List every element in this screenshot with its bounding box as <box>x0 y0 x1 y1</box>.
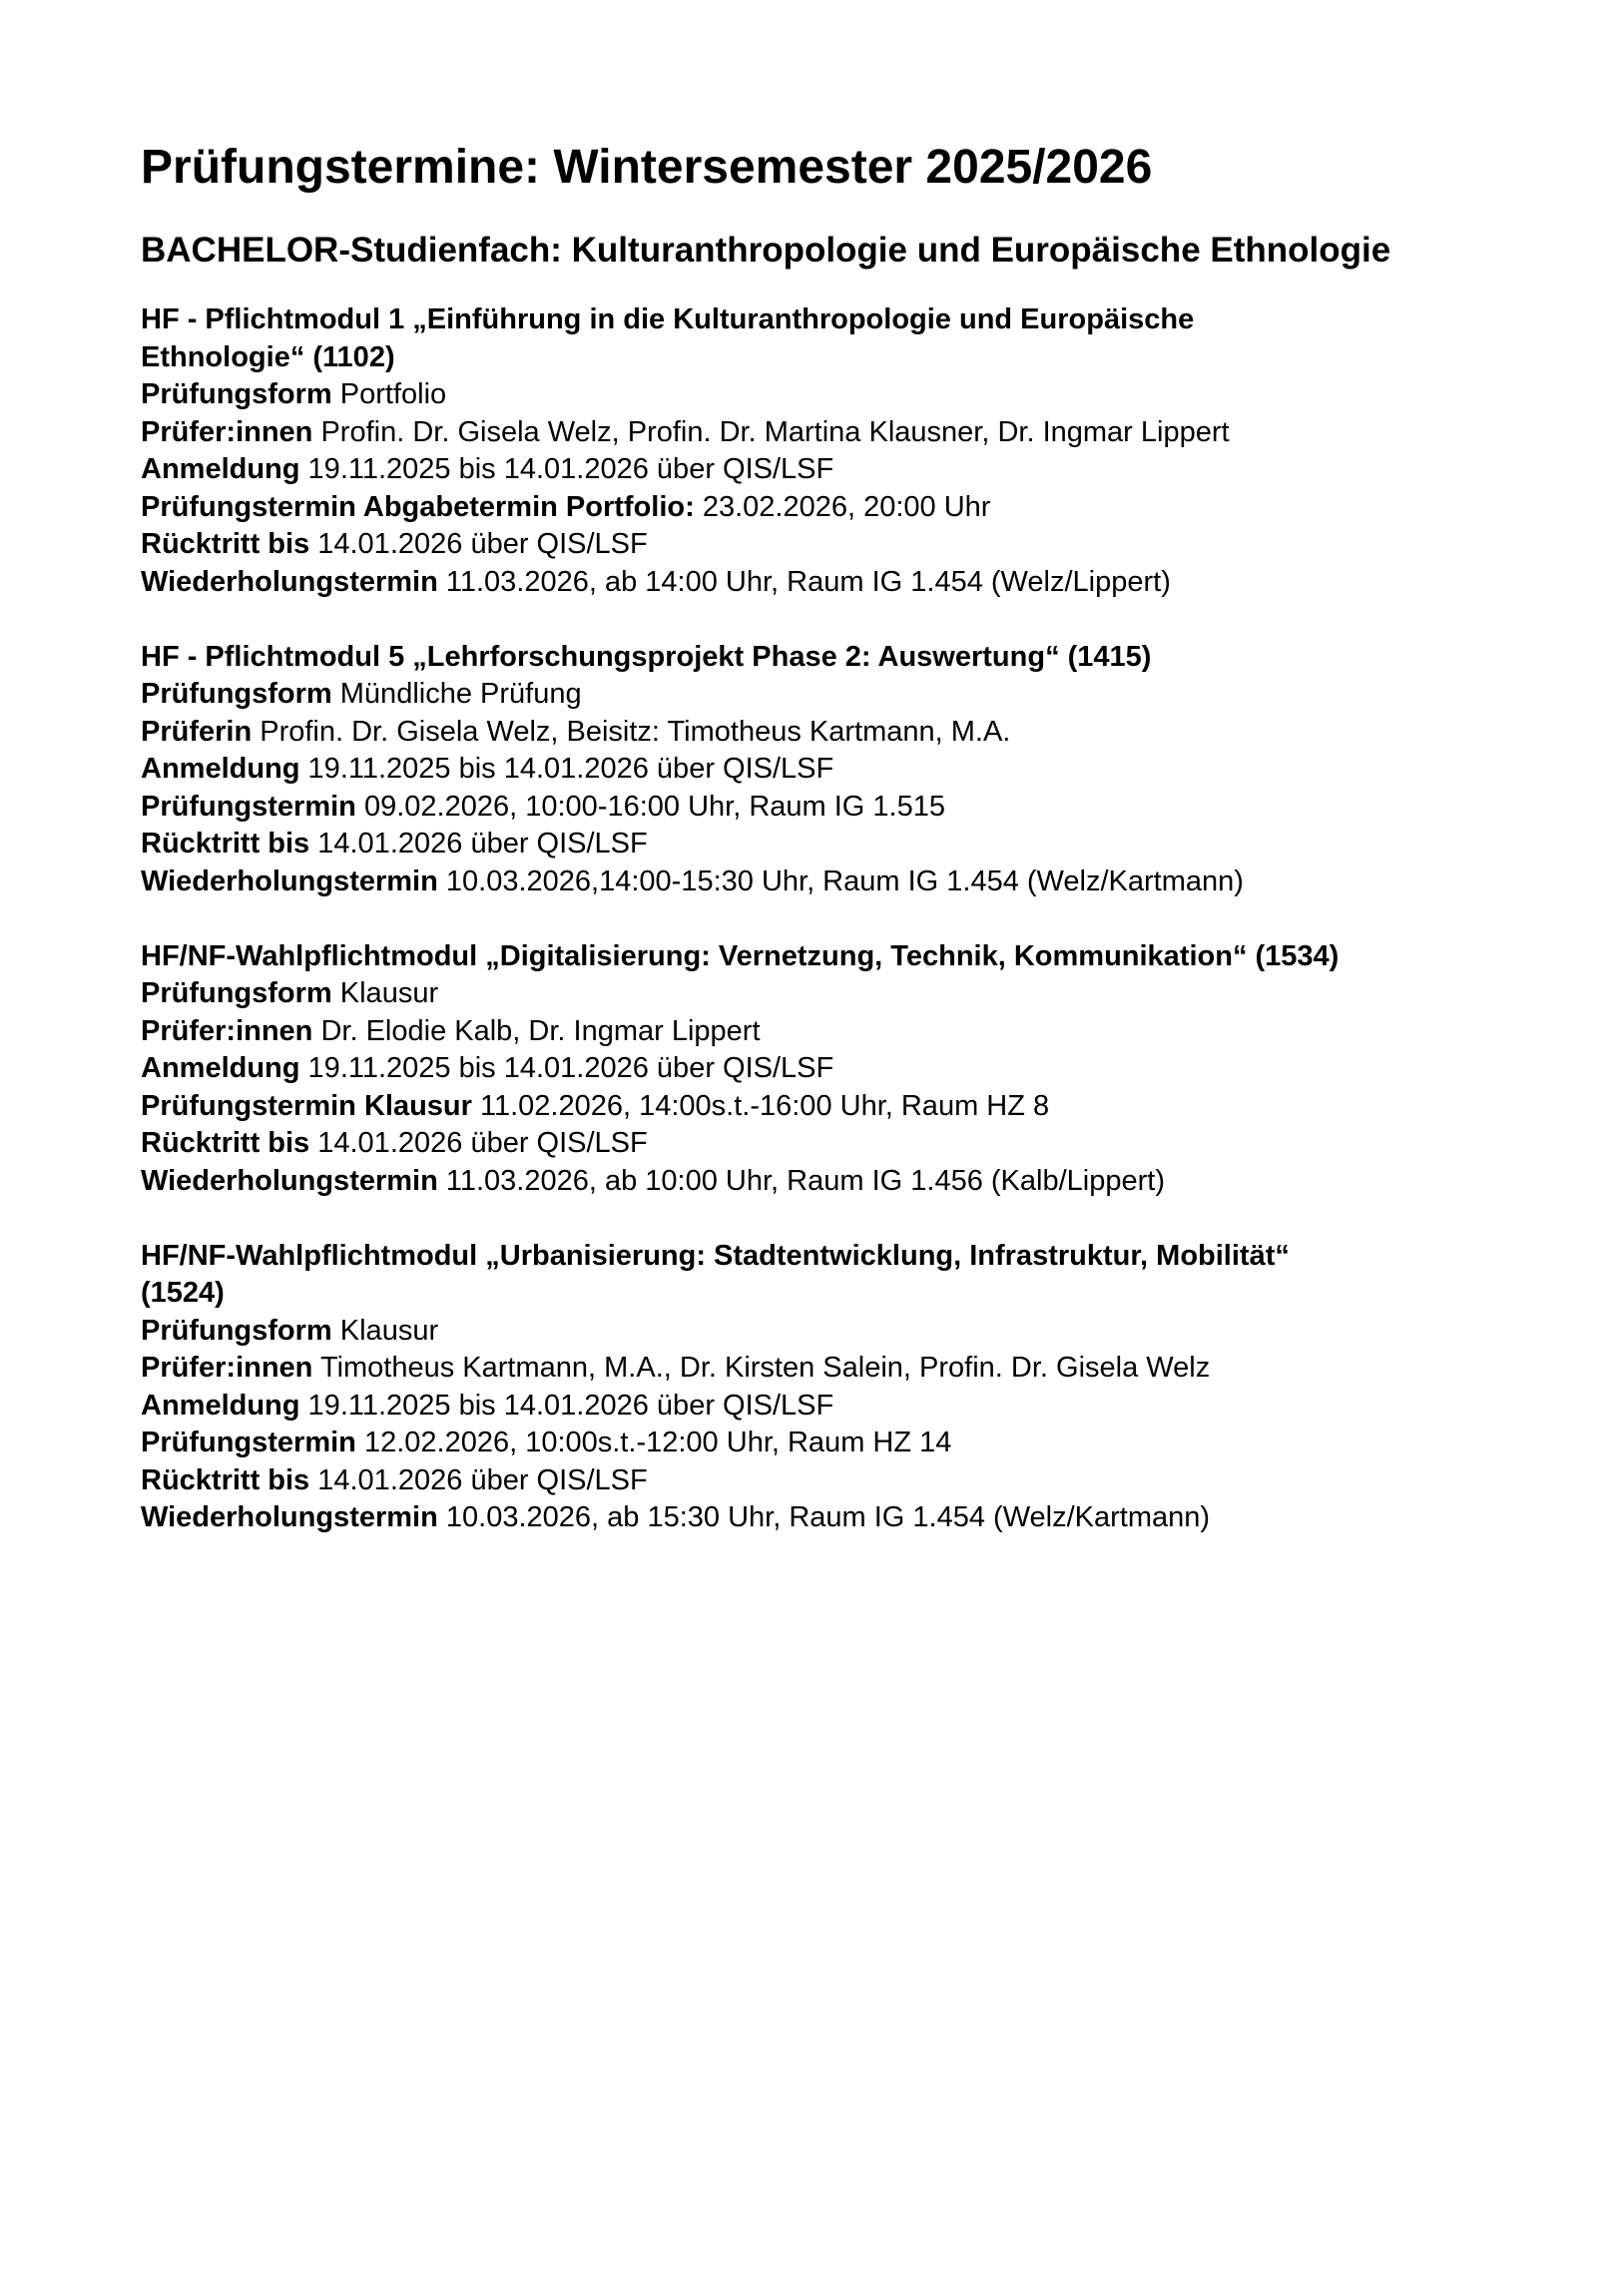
exam-detail-row <box>141 789 1598 827</box>
detail-label: Prüferin <box>141 715 253 748</box>
module-heading: HF - Pflichtmodul 1 „Einführung in die Kulturanthropologie und Europäische <box>141 303 1195 335</box>
detail-label: Rücktritt bis <box>141 828 310 860</box>
exam-detail-row <box>141 1499 1598 1537</box>
detail-value: 11.02.2026, 14:00s.t.-16:00 Uhr, Raum HZ 8 <box>471 1089 1050 1122</box>
detail-value: Profin. Dr. Gisela Welz, Profin. Dr. Martina Klausner, Dr. Ingmar Lippert <box>312 415 1230 448</box>
detail-label: Wiederholungstermin <box>141 1164 438 1197</box>
detail-value: 19.11.2025 bis 14.01.2026 über QIS/LSF <box>299 1052 834 1084</box>
detail-label: Prüfungstermin Klausur <box>141 1089 472 1122</box>
detail-label: Wiederholungstermin <box>141 1501 438 1533</box>
detail-label: Anmeldung <box>141 453 300 485</box>
exam-detail-row <box>141 676 1598 714</box>
detail-label: Prüfungstermin Abgabetermin Portfolio: <box>141 490 695 523</box>
module-heading: HF - Pflichtmodul 5 „Lehrforschungsprojekt Phase 2: Auswertung“ (1415) <box>141 640 1152 673</box>
detail-label: Prüfungsform <box>141 977 332 1009</box>
module-heading: (1524) <box>141 1277 225 1309</box>
detail-value: 14.01.2026 über QIS/LSF <box>309 828 648 860</box>
exam-detail-row <box>141 1050 1598 1088</box>
detail-value: 11.03.2026, ab 10:00 Uhr, Raum IG 1.456 (Kalb/Lippert) <box>437 1164 1165 1197</box>
exam-detail-row <box>141 1350 1598 1388</box>
detail-value: 19.11.2025 bis 14.01.2026 über QIS/LSF <box>299 753 834 785</box>
detail-label: Anmeldung <box>141 1389 300 1422</box>
detail-label: Prüfungsform <box>141 678 332 710</box>
detail-value: 23.02.2026, 20:00 Uhr <box>694 490 991 523</box>
exam-detail-row <box>141 1013 1598 1051</box>
exam-detail-row <box>141 975 1598 1013</box>
page-title: Prüfungstermine: Wintersemester 2025/2026 <box>141 141 1153 194</box>
page-subtitle: BACHELOR-Studienfach: Kulturanthropologie und Europäische Ethnologie <box>141 231 1391 270</box>
detail-value: 11.03.2026, ab 14:00 Uhr, Raum IG 1.454 (Welz/Lippert) <box>437 565 1171 598</box>
detail-value: 10.03.2026,14:00-15:30 Uhr, Raum IG 1.454 (Welz/Kartmann) <box>437 864 1244 897</box>
detail-label: Rücktritt bis <box>141 1463 310 1496</box>
detail-label: Prüfer:innen <box>141 1014 313 1047</box>
detail-label: Wiederholungstermin <box>141 565 438 598</box>
detail-label: Anmeldung <box>141 753 300 785</box>
detail-value: Timotheus Kartmann, M.A., Dr. Kirsten Salein, Profin. Dr. Gisela Welz <box>312 1352 1211 1384</box>
exam-detail-row <box>141 1088 1598 1126</box>
detail-value: 12.02.2026, 10:00s.t.-12:00 Uhr, Raum HZ 14 <box>355 1427 952 1458</box>
exam-detail-row <box>141 526 1598 564</box>
detail-value: Profin. Dr. Gisela Welz, Beisitz: Timotheus Kartmann, M.A. <box>252 715 1011 748</box>
detail-label: Rücktritt bis <box>141 1127 310 1159</box>
detail-value: Mündliche Prüfung <box>331 678 582 710</box>
detail-label: Prüfer:innen <box>141 1352 313 1384</box>
exam-detail-row <box>141 1125 1598 1163</box>
detail-value: 19.11.2025 bis 14.01.2026 über QIS/LSF <box>299 453 834 485</box>
exam-detail-row <box>141 1425 1598 1462</box>
exam-detail-row <box>141 376 1598 414</box>
detail-label: Wiederholungstermin <box>141 864 438 897</box>
exam-detail-row <box>141 714 1598 752</box>
detail-label: Prüfungstermin <box>141 1427 356 1458</box>
exam-module <box>141 1238 1598 1537</box>
exam-detail-row <box>141 1462 1598 1500</box>
exam-detail-row <box>141 1388 1598 1426</box>
exam-detail-row <box>141 1313 1598 1351</box>
exam-detail-row <box>141 826 1598 863</box>
exam-detail-row <box>141 451 1598 489</box>
detail-label: Prüfungstermin <box>141 790 356 823</box>
detail-value: Portfolio <box>331 378 447 410</box>
module-heading: HF/NF-Wahlpflichtmodul „Urbanisierung: Stadtentwicklung, Infrastruktur, Mobilität“ <box>141 1239 1290 1272</box>
detail-label: Prüfungsform <box>141 378 332 410</box>
exam-module <box>141 938 1598 1201</box>
exam-module <box>141 301 1598 601</box>
module-heading: HF/NF-Wahlpflichtmodul „Digitalisierung: Vernetzung, Technik, Kommunikation“ (1534) <box>141 939 1340 972</box>
module-list <box>141 301 1598 1537</box>
detail-value: 19.11.2025 bis 14.01.2026 über QIS/LSF <box>299 1389 834 1422</box>
exam-detail-row <box>141 489 1598 527</box>
detail-value: Dr. Elodie Kalb, Dr. Ingmar Lippert <box>312 1014 761 1047</box>
module-heading: Ethnologie“ (1102) <box>141 340 395 373</box>
detail-value: 09.02.2026, 10:00-16:00 Uhr, Raum IG 1.515 <box>355 790 945 823</box>
exam-detail-row <box>141 863 1598 901</box>
exam-detail-row <box>141 414 1598 452</box>
detail-value: 10.03.2026, ab 15:30 Uhr, Raum IG 1.454 (Welz/Kartmann) <box>437 1501 1211 1533</box>
detail-value: Klausur <box>331 977 439 1009</box>
exam-module <box>141 639 1598 901</box>
exam-detail-row <box>141 1163 1598 1201</box>
detail-value: 14.01.2026 über QIS/LSF <box>309 1463 648 1496</box>
document-page <box>141 140 1598 1574</box>
detail-label: Prüfer:innen <box>141 415 313 448</box>
detail-label: Anmeldung <box>141 1052 300 1084</box>
detail-label: Rücktritt bis <box>141 528 310 560</box>
detail-value: 14.01.2026 über QIS/LSF <box>309 1127 648 1159</box>
detail-label: Prüfungsform <box>141 1314 332 1347</box>
exam-detail-row <box>141 751 1598 789</box>
detail-value: Klausur <box>331 1314 439 1347</box>
detail-value: 14.01.2026 über QIS/LSF <box>309 528 648 560</box>
exam-detail-row <box>141 564 1598 602</box>
